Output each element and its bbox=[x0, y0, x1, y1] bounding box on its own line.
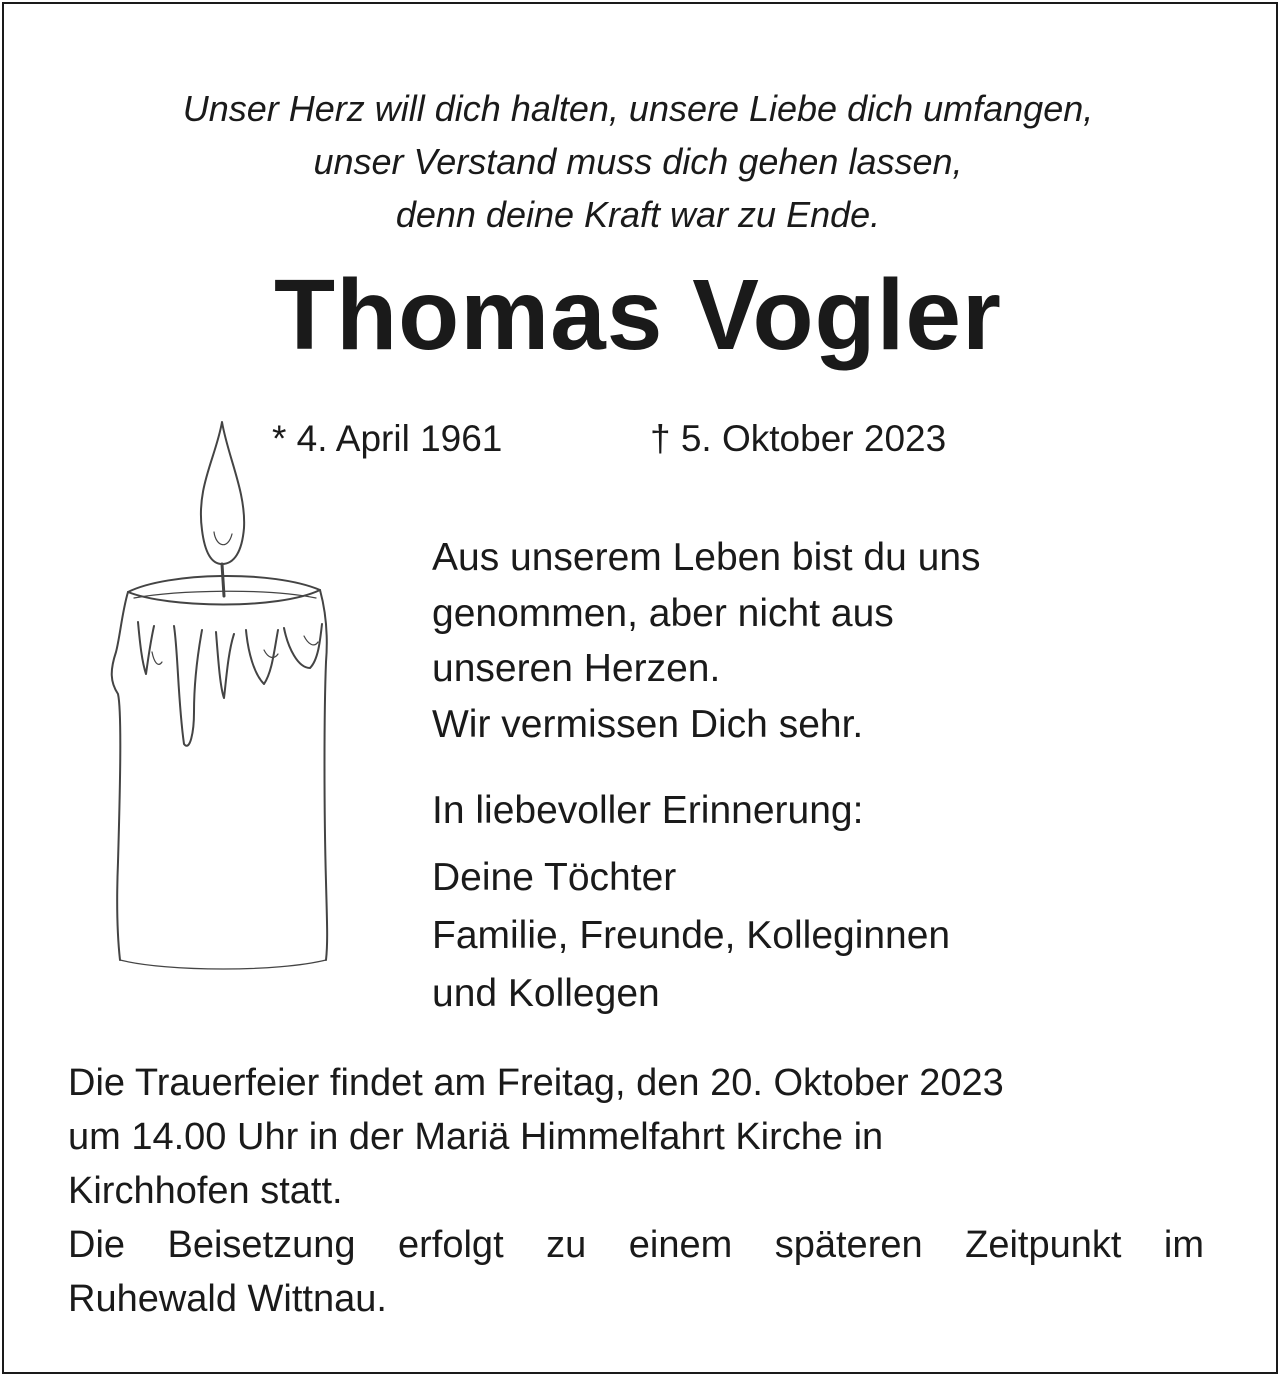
motto-line: unser Verstand muss dich gehen lassen, bbox=[313, 141, 963, 182]
tribute-line: genommen, aber nicht aus bbox=[432, 591, 894, 635]
candle-icon bbox=[98, 412, 338, 982]
motto bbox=[0, 82, 1276, 241]
tribute-text bbox=[432, 530, 981, 752]
deceased-name: Thomas Vogler bbox=[274, 259, 1002, 371]
birth-date: * 4. April 1961 bbox=[272, 418, 503, 459]
motto-line: denn deine Kraft war zu Ende. bbox=[395, 194, 881, 235]
funeral-line: um 14.00 Uhr in der Mariä Himmelfahrt Kirche in bbox=[68, 1116, 884, 1158]
motto-line: Unser Herz will dich halten, unsere Liebe dich umfangen, bbox=[182, 88, 1094, 129]
signers bbox=[432, 849, 950, 1023]
memory-line: In liebevoller Erinnerung: bbox=[432, 789, 864, 832]
signer-line: und Kollegen bbox=[432, 972, 660, 1015]
funeral-info bbox=[68, 1056, 1204, 1218]
burial-info bbox=[68, 1218, 1204, 1326]
burial-line: Die Beisetzung erfolgt zu einem späteren Zeitpunkt im bbox=[68, 1224, 1204, 1266]
tribute-line: Aus unserem Leben bist du uns bbox=[432, 536, 981, 579]
burial-line: Ruhewald Wittnau. bbox=[68, 1278, 387, 1320]
signer-line: Deine Töchter bbox=[432, 856, 677, 899]
signer-line: Familie, Freunde, Kolleginnen bbox=[432, 914, 951, 957]
death-date: † 5. Oktober 2023 bbox=[650, 418, 947, 459]
funeral-line: Kirchhofen statt. bbox=[68, 1170, 343, 1212]
tribute-line: unseren Herzen. bbox=[432, 647, 721, 690]
funeral-line: Die Trauerfeier findet am Freitag, den 20. Oktober 2023 bbox=[68, 1062, 1004, 1104]
tribute-line: Wir vermissen Dich sehr. bbox=[432, 702, 864, 746]
